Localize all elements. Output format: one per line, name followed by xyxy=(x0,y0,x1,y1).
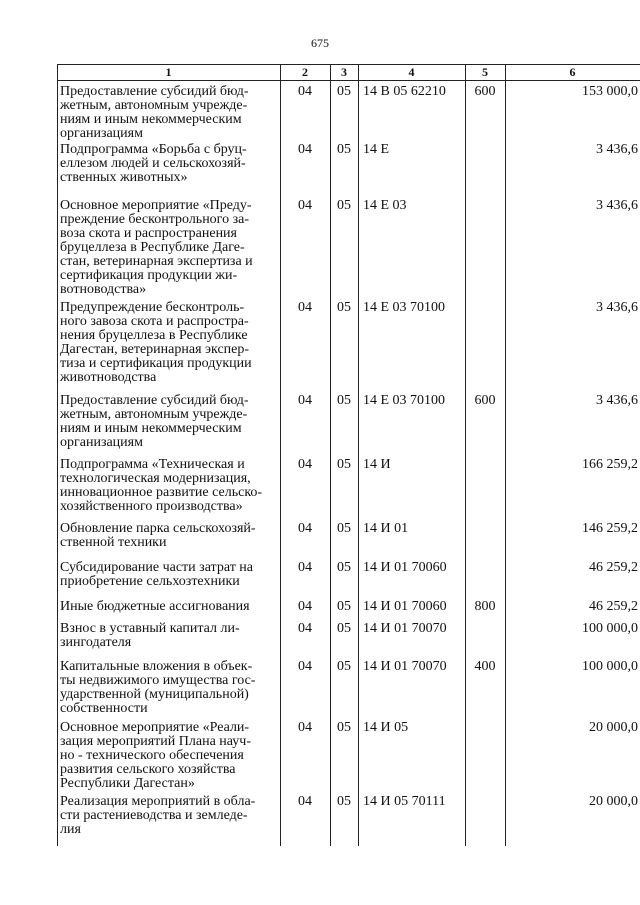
header-bottom-border xyxy=(57,80,640,81)
row-name-line: еллезом людей и сельскохозяй- xyxy=(60,156,246,171)
row-name-line: тиза и сертификация продукции xyxy=(60,356,252,371)
row-name-line: ты недвижимого имущества гос- xyxy=(60,673,256,688)
row-name xyxy=(60,600,280,614)
row-name-line: Предоставление субсидий бюд- xyxy=(60,393,249,408)
row-name-line: ударственной (муниципальной) xyxy=(60,687,249,702)
row-name-line: жетным, автономным учрежде- xyxy=(60,407,248,422)
row-subsection: 05 xyxy=(337,84,351,99)
row-name xyxy=(60,561,280,589)
row-section: 04 xyxy=(298,720,312,735)
row-subsection: 05 xyxy=(337,599,351,614)
header-col-1: 1 xyxy=(165,65,172,79)
row-name-line: Предупреждение бесконтроль- xyxy=(60,300,245,315)
row-expense-type: 600 xyxy=(474,393,496,408)
row-amount: 3 436,6 xyxy=(596,393,638,408)
row-subsection: 05 xyxy=(337,659,351,674)
row-amount: 3 436,6 xyxy=(596,142,638,157)
row-name-line: стан, ветеринарная экспертиза и xyxy=(60,254,253,269)
row-name-line: нения бруцеллеза в Республике xyxy=(60,328,248,343)
row-name xyxy=(60,199,280,297)
header-col-4: 4 xyxy=(408,65,415,79)
row-target-code: 14 Е 03 70100 xyxy=(363,300,446,315)
row-target-code: 14 В 05 62210 xyxy=(363,84,446,99)
row-name-line: Основное мероприятие «Реали- xyxy=(60,720,250,735)
header-col-2: 2 xyxy=(302,65,308,79)
row-target-code: 14 И xyxy=(363,457,391,472)
row-subsection: 05 xyxy=(337,300,351,315)
row-amount: 100 000,0 xyxy=(582,659,638,674)
row-section: 04 xyxy=(298,599,312,614)
row-section: 04 xyxy=(298,142,312,157)
row-section: 04 xyxy=(298,457,312,472)
row-name-line: вотноводства» xyxy=(60,282,147,297)
row-target-code: 14 И 01 70070 xyxy=(363,621,447,636)
row-name-line: бруцеллеза в Республике Даге- xyxy=(60,240,245,255)
row-name-line: животноводства xyxy=(60,370,157,385)
row-section: 04 xyxy=(298,198,312,213)
row-name-line: Субсидирование части затрат на xyxy=(60,560,254,575)
row-amount: 20 000,0 xyxy=(589,794,638,809)
row-amount: 20 000,0 xyxy=(589,720,638,735)
row-subsection: 05 xyxy=(337,621,351,636)
row-target-code: 14 И 01 70060 xyxy=(363,599,447,614)
row-section: 04 xyxy=(298,393,312,408)
row-target-code: 14 И 05 70111 xyxy=(363,794,446,809)
row-name xyxy=(60,143,280,185)
row-name-line: сертификация продукции жи- xyxy=(60,268,238,283)
row-name-line: лия xyxy=(60,822,81,837)
row-name-line: Обновление парка сельскохозяй- xyxy=(60,521,256,536)
row-section: 04 xyxy=(298,300,312,315)
row-name-line: хозяйственного производства» xyxy=(60,499,243,514)
row-section: 04 xyxy=(298,794,312,809)
row-name-line: ственной техники xyxy=(60,535,167,550)
row-name-line: Взнос в уставный капитал ли- xyxy=(60,621,240,636)
row-amount: 46 259,2 xyxy=(589,599,638,614)
row-subsection: 05 xyxy=(337,393,351,408)
row-name xyxy=(60,721,280,791)
row-amount: 100 000,0 xyxy=(582,621,638,636)
row-target-code: 14 Е 03 70100 xyxy=(363,393,446,408)
page-number: 675 xyxy=(311,36,329,50)
row-name xyxy=(60,301,280,385)
header-col-6: 6 xyxy=(569,65,576,79)
row-name-line: развития сельского хозяйства xyxy=(60,762,236,777)
row-name-line: ниям и иным некоммерческим xyxy=(60,421,242,436)
row-expense-type: 400 xyxy=(474,659,496,674)
row-name-line: Подпрограмма «Борьба с бруц- xyxy=(60,142,247,157)
row-section: 04 xyxy=(298,521,312,536)
row-name-line: ственных животных» xyxy=(60,170,188,185)
row-name xyxy=(60,622,280,650)
row-subsection: 05 xyxy=(337,457,351,472)
column-divider xyxy=(358,64,359,846)
column-divider xyxy=(57,64,58,846)
row-name-line: Капитальные вложения в объек- xyxy=(60,659,253,674)
row-subsection: 05 xyxy=(337,521,351,536)
row-amount: 166 259,2 xyxy=(582,457,638,472)
row-subsection: 05 xyxy=(337,142,351,157)
row-name-line: организациям xyxy=(60,435,143,450)
row-target-code: 14 И 05 xyxy=(363,720,409,735)
row-name-line: зация мероприятий Плана науч- xyxy=(60,734,251,749)
row-amount: 146 259,2 xyxy=(582,521,638,536)
row-name-line: Подпрограмма «Техническая и xyxy=(60,457,245,472)
row-name-line: ного завоза скота и распростра- xyxy=(60,314,249,329)
row-name-line: Реализация мероприятий в обла- xyxy=(60,794,256,809)
header-col-5: 5 xyxy=(482,65,488,79)
row-name xyxy=(60,394,280,450)
row-name-line: Предоставление субсидий бюд- xyxy=(60,84,249,99)
row-section: 04 xyxy=(298,560,312,575)
row-subsection: 05 xyxy=(337,794,351,809)
row-target-code: 14 И 01 xyxy=(363,521,409,536)
row-target-code: 14 И 01 70060 xyxy=(363,560,447,575)
row-expense-type: 600 xyxy=(474,84,496,99)
row-name xyxy=(60,660,280,716)
row-name-line: Дагестан, ветеринарная экспер- xyxy=(60,342,250,357)
row-name-line: преждение бесконтрольного за- xyxy=(60,212,249,227)
row-name-line: но - технического обеспечения xyxy=(60,748,244,763)
row-name-line: воза скота и распространения xyxy=(60,226,237,241)
row-name-line: Иные бюджетные ассигнования xyxy=(60,599,250,614)
row-amount: 153 000,0 xyxy=(582,84,638,99)
row-name-line: жетным, автономным учрежде- xyxy=(60,98,248,113)
row-subsection: 05 xyxy=(337,720,351,735)
row-section: 04 xyxy=(298,621,312,636)
row-target-code: 14 Е xyxy=(363,142,390,157)
row-name-line: технологическая модернизация, xyxy=(60,471,251,486)
row-amount: 46 259,2 xyxy=(589,560,638,575)
row-name-line: сти растениеводства и земледе- xyxy=(60,808,248,823)
row-name xyxy=(60,458,280,514)
row-name-line: Основное мероприятие «Преду- xyxy=(60,198,252,213)
column-divider xyxy=(465,64,466,846)
row-amount: 3 436,6 xyxy=(596,300,638,315)
row-name-line: ниям и иным некоммерческим xyxy=(60,112,242,127)
row-name-line: приобретение сельхозтехники xyxy=(60,574,240,589)
row-name xyxy=(60,795,280,837)
row-name xyxy=(60,85,280,141)
header-col-3: 3 xyxy=(341,65,347,79)
row-subsection: 05 xyxy=(337,198,351,213)
row-name-line: инновационное развитие сельско- xyxy=(60,485,263,500)
budget-table xyxy=(57,64,640,846)
row-amount: 3 436,6 xyxy=(596,198,638,213)
row-target-code: 14 И 01 70070 xyxy=(363,659,447,674)
row-subsection: 05 xyxy=(337,560,351,575)
row-target-code: 14 Е 03 xyxy=(363,198,407,213)
row-name-line: собственности xyxy=(60,701,148,716)
row-name-line: организациям xyxy=(60,126,143,141)
row-name xyxy=(60,522,280,550)
row-name-line: Республики Дагестан» xyxy=(60,776,195,791)
row-name-line: зингодателя xyxy=(60,635,132,650)
row-section: 04 xyxy=(298,659,312,674)
row-section: 04 xyxy=(298,84,312,99)
row-expense-type: 800 xyxy=(474,599,496,614)
